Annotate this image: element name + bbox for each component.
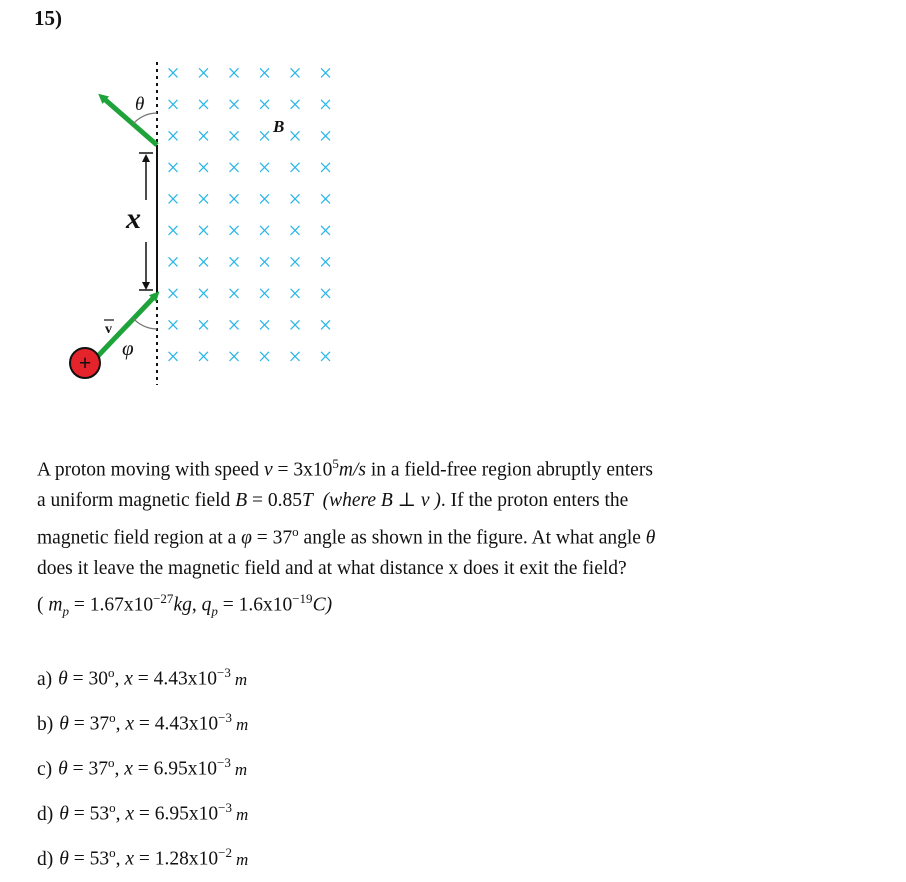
field-cross: × — [196, 155, 211, 182]
field-cross: × — [227, 155, 241, 182]
option-b[interactable]: b) $\theta = 37^o$, $x = 4.43x10^{-3}$ m — [37, 710, 249, 735]
field-cross: × — [227, 250, 241, 276]
field-cross: × — [227, 344, 241, 371]
field-cross: × — [227, 281, 241, 308]
field-cross: × — [257, 92, 272, 119]
field-cross: × — [288, 124, 302, 150]
option-c[interactable]: c) $\theta = 37^o$, $x = 6.95x10^{-3}$ m — [37, 755, 248, 780]
field-cross: × — [166, 281, 180, 308]
field-cross: × — [318, 281, 333, 308]
question-number: 15) — [34, 6, 62, 30]
field-cross: × — [257, 250, 272, 276]
exit-path-arrow — [102, 97, 157, 145]
field-cross: × — [257, 313, 272, 339]
field-cross: × — [166, 124, 180, 150]
field-cross: × — [166, 313, 180, 339]
problem-statement — [37, 449, 799, 627]
field-cross: × — [166, 61, 180, 87]
option-e[interactable]: d) $\theta = 53^o$, $x = 1.28x10^{-2}$ m — [37, 845, 249, 870]
field-cross: × — [288, 155, 302, 182]
proton-charge: + — [78, 350, 92, 375]
problem-line-1: A proton moving with speed $v = 3x10^5m/s$ in a field-free region abruptly enters — [37, 456, 653, 481]
field-cross: × — [227, 187, 241, 213]
field-cross: × — [227, 218, 241, 245]
field-cross: × — [318, 344, 333, 371]
field-cross: × — [318, 92, 333, 119]
field-cross: × — [288, 187, 302, 213]
field-cross: × — [288, 92, 302, 119]
field-cross: × — [257, 344, 272, 371]
entry-angle-label: φ — [122, 336, 134, 360]
field-cross: × — [196, 344, 211, 371]
field-cross: × — [196, 187, 211, 213]
option-d[interactable]: d) $\theta = 53^o$, $x = 6.95x10^{-3}$ m — [37, 800, 249, 825]
magnetic-field-figure — [60, 50, 360, 395]
field-cross: × — [227, 124, 241, 150]
field-cross: × — [288, 344, 302, 371]
field-cross: × — [166, 187, 180, 213]
problem-line-4: does it leave the magnetic field and at what distance x does it exit the field? — [37, 557, 627, 579]
answer-options — [37, 650, 248, 875]
field-cross: × — [196, 218, 211, 245]
field-cross: × — [288, 250, 302, 276]
field-cross: × — [257, 218, 272, 245]
field-cross: × — [166, 218, 180, 245]
field-cross: × — [257, 124, 272, 150]
field-cross: × — [318, 61, 333, 87]
field-cross: × — [166, 344, 180, 371]
field-cross: × — [257, 187, 272, 213]
field-cross: × — [288, 218, 302, 245]
field-cross: × — [257, 155, 272, 182]
field-cross: × — [257, 61, 272, 87]
field-cross: × — [318, 313, 333, 339]
field-cross: × — [166, 92, 180, 119]
field-cross: × — [196, 61, 211, 87]
field-cross: × — [318, 218, 333, 245]
field-cross: × — [166, 250, 180, 276]
field-cross: × — [257, 281, 272, 308]
problem-line-5: ( $m_p = 1.67x10^{-27}kg$, $q_p = 1.6x10^{-19}C$) — [37, 591, 333, 619]
field-cross: × — [196, 313, 211, 339]
field-cross: × — [318, 155, 333, 182]
field-cross: × — [288, 281, 302, 308]
entry-angle-arc — [133, 318, 157, 329]
velocity-label: v — [105, 322, 112, 337]
field-cross: × — [318, 250, 333, 276]
field-cross: × — [288, 61, 302, 87]
field-cross: × — [318, 187, 333, 213]
field-cross: × — [196, 124, 211, 150]
magnetic-field-grid — [166, 61, 332, 371]
field-cross: × — [196, 281, 211, 308]
field-cross: × — [166, 155, 180, 182]
problem-line-3: magnetic field region at a $\varphi = 37^o$ angle as shown in the figure. At what angle θ — [37, 523, 656, 548]
field-cross: × — [196, 250, 211, 276]
field-cross: × — [227, 61, 241, 87]
exit-angle-label: θ — [135, 94, 145, 115]
distance-label: x — [126, 202, 141, 235]
problem-line-2: a uniform magnetic field B = 0.85T (where B ⊥ v ). If the proton enters the — [37, 490, 629, 511]
field-cross: × — [196, 92, 211, 119]
field-cross: × — [288, 313, 302, 339]
field-cross: × — [227, 92, 241, 119]
option-a[interactable]: a) $\theta = 30^o$, $x = 4.43x10^{-3}$ m — [37, 665, 248, 690]
field-label: B — [273, 117, 285, 136]
field-cross: × — [318, 124, 333, 150]
field-cross: × — [227, 313, 241, 339]
